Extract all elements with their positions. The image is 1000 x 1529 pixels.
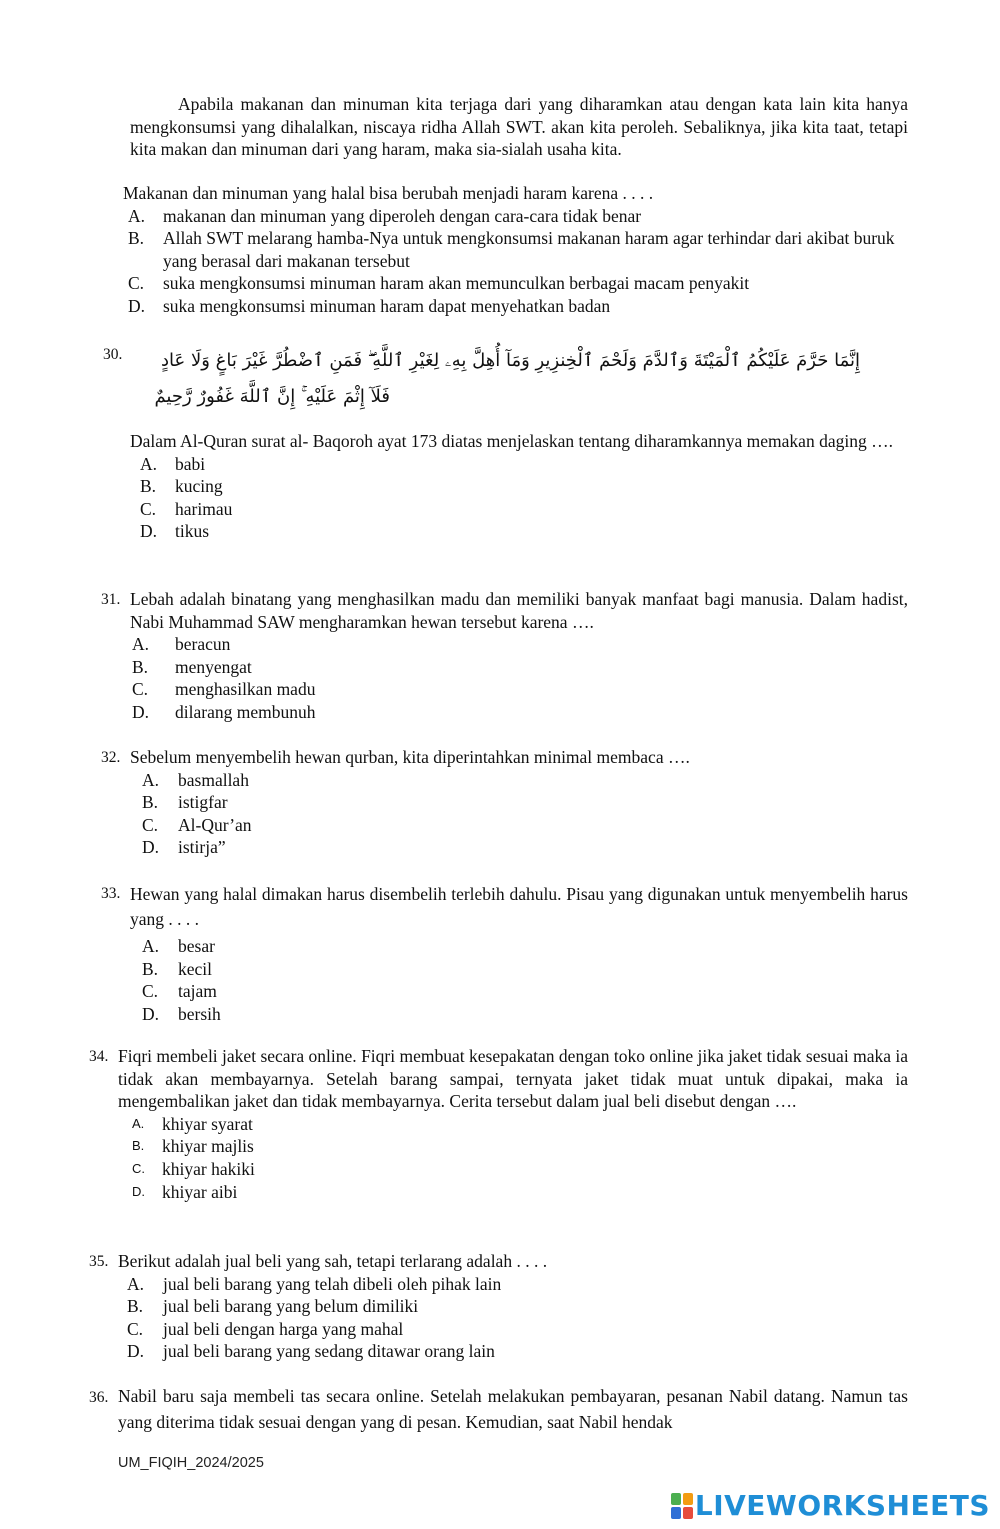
question-stem: Sebelum menyembelih hewan qurban, kita diperintahkan minimal membaca …. [130,747,690,767]
option-c[interactable]: C. menghasilkan madu [132,679,316,700]
option-b[interactable]: B. menyengat [132,656,252,677]
option-b[interactable]: B. khiyar majlis [132,1136,254,1157]
question-number: 32. [101,749,121,766]
brand-name: LIVEWORKSHEETS [694,1488,990,1522]
page-footer: UM_FIQIH_2024/2025 [118,1455,264,1471]
question-stem: Fiqri membeli jaket secara online. Fiqri membuat kesepakatan dengan toko online jika jaket tidak sesuai maka ia tidak akan membayarnya. Setelah barang sampai, ternyata jaket tidak muat untuk dipakai, maka ia mengembalikan jaket dan tidak membayarnya. Cerita tersebut dalam jual beli disebut dengan …. [118,1046,908,1112]
question-stem: Hewan yang halal dimakan harus disembelih terlebih dahulu. Pisau yang digunakan untuk menyembelih harus yang . . . . [130,884,908,929]
option-c[interactable]: C. suka mengkonsumsi minuman haram akan memunculkan berbagai macam penyakit [128,273,750,294]
question-32 [130,746,908,859]
option-a[interactable]: A. beracun [132,634,231,655]
question-stem: Dalam Al-Quran surat al- Baqoroh ayat 173 diatas menjelaskan tentang diharamkannya memakan daging …. [130,431,893,451]
option-a[interactable]: A. jual beli barang yang telah dibeli oleh pihak lain [127,1273,502,1294]
option-b[interactable]: B. kecil [142,958,213,979]
question-35 [118,1250,908,1363]
option-c[interactable]: C. jual beli dengan harga yang mahal [127,1318,404,1339]
option-d[interactable]: D. tikus [140,521,210,542]
question-number: 36. [89,1389,109,1406]
option-c[interactable]: C. harimau [140,498,233,519]
option-c[interactable]: C. tajam [142,981,217,1002]
option-d[interactable]: D. jual beli barang yang sedang ditawar orang lain [127,1341,495,1362]
intro-paragraph: Apabila makanan dan minuman kita terjaga dari yang diharamkan atau dengan kata lain kita hanya mengkonsumsi yang dihalalkan, niscaya ridha Allah SWT. akan kita peroleh. Sebaliknya, jika kita taat, tetapi kita makan dan minuman dari yang haram, maka sia-sialah usaha kita. [130,94,908,160]
option-a[interactable]: A. babi [140,453,206,474]
quran-verse-line-1: إِنَّمَا حَرَّمَ عَلَيْكُمُ ٱلْمَيْتَةَ وَٱلدَّمَ وَلَحْمَ ٱلْخِنزِيرِ وَمَآ أُهِلَّ بِهِۦ لِغَيْرِ ٱللَّهِ ۖ فَمَنِ ٱضْطُرَّ غَيْرَ بَاغٍ وَلَا عَادٍ [161,350,860,371]
option-b[interactable]: B. Allah SWT melarang hamba-Nya untuk mengkonsumsi makanan haram agar terhindar dari akibat buruk yang berasal dari makanan tersebut [128,228,895,271]
option-b[interactable]: B. istigfar [142,792,228,813]
option-d[interactable]: D. suka mengkonsumsi minuman haram dapat menyehatkan badan [128,295,611,316]
option-d[interactable]: D. dilarang membunuh [132,701,316,722]
option-d[interactable]: D. bersih [142,1003,221,1024]
question-number: 35. [89,1253,109,1270]
question-30 [130,430,908,543]
question-number: 33. [101,885,121,902]
question-stem: Lebah adalah binatang yang menghasilkan madu dan memiliki banyak manfaat bagi manusia. Dalam hadist, Nabi Muhammad SAW mengharamkan hewan tersebut karena …. [130,589,908,632]
question-number: 34. [89,1048,109,1065]
option-a[interactable]: A. basmallah [142,769,249,790]
option-b[interactable]: B. kucing [140,476,223,497]
option-c[interactable]: C. Al-Qur’an [142,814,252,835]
quran-verse-line-2: فَلَآ إِثْمَ عَلَيْهِ ۚ إِنَّ ٱللَّهَ غَفُورٌ رَّحِيمٌ [154,386,390,407]
option-d[interactable]: D. khiyar aibi [132,1181,238,1202]
question-29 [123,182,908,318]
question-33 [130,882,908,1025]
question-stem: Makanan dan minuman yang halal bisa berubah menjadi haram karena . . . . [123,183,654,203]
question-number: 31. [101,591,121,608]
question-stem: Berikut adalah jual beli yang sah, tetapi terlarang adalah . . . . [118,1251,548,1271]
question-number: 30. [103,346,123,363]
question-31 [130,588,908,724]
question-34 [118,1045,908,1203]
option-c[interactable]: C. khiyar hakiki [132,1158,255,1179]
liveworksheets-logo[interactable] [671,1488,990,1524]
option-d[interactable]: D. istirja” [142,837,226,858]
question-stem: Nabil baru saja membeli tas secara online. Setelah melakukan pembayaran, pesanan Nabil datang. Namun tas yang diterima tidak sesuai dengan yang di pesan. Kemudian, saat Nabil hendak [118,1386,908,1432]
option-a[interactable]: A. besar [142,936,215,956]
question-36 [118,1383,908,1435]
option-a[interactable]: A. makanan dan minuman yang diperoleh dengan cara-cara tidak benar [128,205,642,226]
option-a[interactable]: A. khiyar syarat [132,1113,253,1134]
option-b[interactable]: B. jual beli barang yang belum dimiliki [127,1296,419,1317]
liveworksheets-icon [671,1493,693,1519]
